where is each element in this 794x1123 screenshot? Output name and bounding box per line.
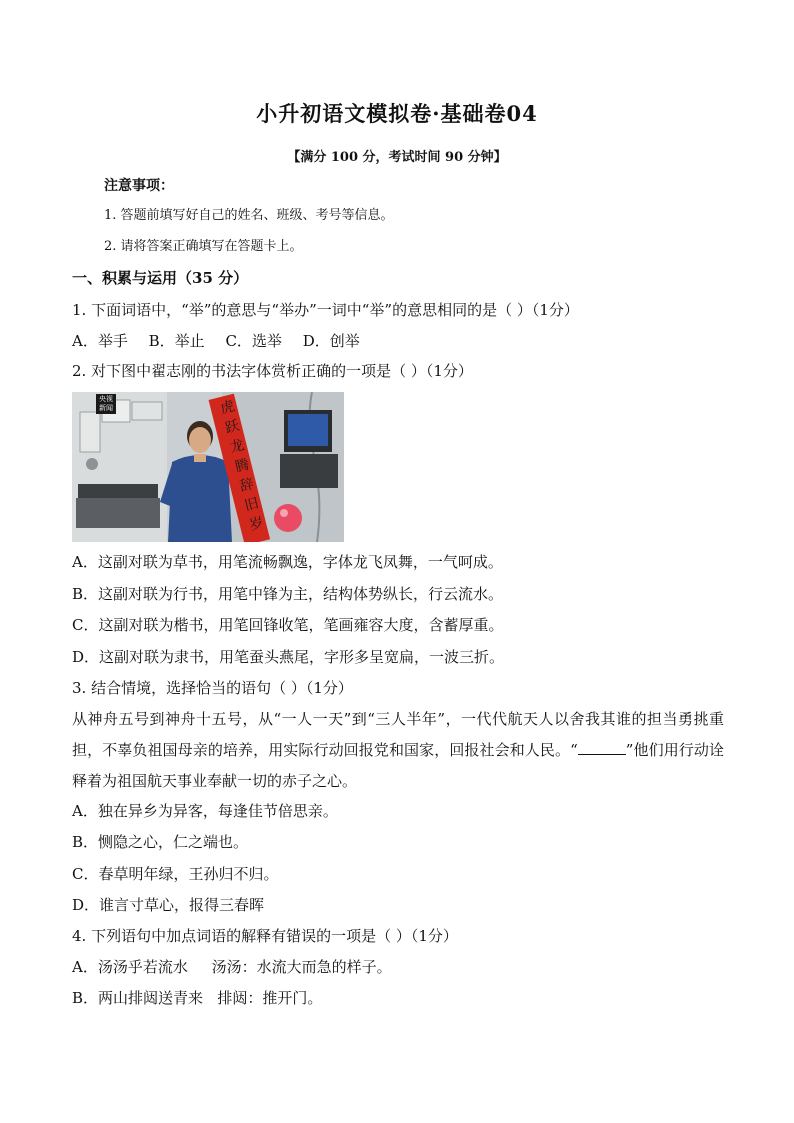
scroll-char: 岁 bbox=[247, 514, 266, 534]
question-2-option-c: C．这副对联为楷书，用笔回锋收笔，笔画雍容大度，含蓄厚重。 bbox=[72, 616, 504, 634]
question-3-passage bbox=[72, 704, 724, 797]
option-c: C．选举 bbox=[225, 332, 282, 350]
notice-heading: 注意事项： bbox=[104, 178, 174, 194]
question-2-option-a: A．这副对联为草书，用笔流畅飘逸，字体龙飞凤舞，一气呵成。 bbox=[72, 553, 503, 571]
channel-logo-text: 央视新闻 bbox=[99, 395, 113, 412]
page-title: 小升初语文模拟卷·基础卷04 bbox=[256, 101, 538, 126]
section-heading: 一、积累与运用（35 分） bbox=[72, 269, 249, 287]
scroll-char: 虎 bbox=[218, 398, 237, 418]
notice-item-2: 2. 请将答案正确填写在答题卡上。 bbox=[104, 239, 303, 254]
scroll-char: 跃 bbox=[223, 417, 242, 437]
scroll-char: 辞 bbox=[238, 476, 256, 495]
photo-illustration bbox=[72, 392, 344, 542]
notice-item-1: 1. 答题前填写好自己的姓名、班级、考号等信息。 bbox=[104, 208, 394, 223]
question-1-options bbox=[72, 331, 376, 351]
question-3-stem: 3. 结合情境，选择恰当的语句（ ）（1分） bbox=[72, 679, 353, 697]
question-2-option-b: B．这副对联为行书，用笔中锋为主，结构体势纵长，行云流水。 bbox=[72, 585, 504, 603]
question-3-option-b: B．恻隐之心，仁之端也。 bbox=[72, 833, 249, 851]
question-4-option-a: A．汤汤乎若流水 汤汤：水流大而急的样子。 bbox=[72, 958, 392, 976]
scroll-char: 龙 bbox=[228, 437, 246, 457]
exam-info: 【满分 100 分，考试时间 90 分钟】 bbox=[287, 150, 507, 165]
option-d: D．创举 bbox=[302, 332, 360, 350]
question-3-option-d: D．谁言寸草心，报得三春晖 bbox=[72, 896, 265, 914]
option-b: B．举止 bbox=[148, 332, 205, 350]
question-3-option-a: A．独在异乡为异客，每逢佳节倍思亲。 bbox=[72, 802, 338, 820]
question-4-stem: 4. 下列语句中加点词语的解释有错误的一项是（ ）（1分） bbox=[72, 927, 458, 945]
passage-part-1: 从神舟五号到神舟十五号，从“一人一天”到“三人半年”，一代代航天人以舍我其谁的担当勇挑重担，不辜负祖国母亲的培养，用实际行动回报党和国家，回报社会和人民。“ bbox=[72, 710, 724, 759]
question-1-stem: 1. 下面词语中，“举”的意思与“举办”一词中“举”的意思相同的是（ ）（1分） bbox=[72, 301, 579, 319]
question-2-stem: 2. 对下图中翟志刚的书法字体赏析正确的一项是（ ）（1分） bbox=[72, 362, 473, 380]
answer-blank bbox=[578, 740, 626, 755]
scroll-char: 旧 bbox=[242, 495, 261, 515]
scroll-char: 腾 bbox=[233, 456, 251, 476]
question-2-option-d: D．这副对联为隶书，用笔蚕头燕尾，字形多呈宽扁，一波三折。 bbox=[72, 648, 505, 666]
option-a: A．举手 bbox=[72, 332, 128, 350]
question-3-option-c: C．春草明年绿，王孙归不归。 bbox=[72, 865, 279, 883]
question-4-option-b: B．两山排闼送青来 排闼：推开门。 bbox=[72, 989, 323, 1007]
space-station-photo bbox=[72, 392, 344, 542]
passage-part-2: ”他们用行动诠释着为祖国航天事业奉献一切的赤子之心。 bbox=[72, 741, 724, 790]
